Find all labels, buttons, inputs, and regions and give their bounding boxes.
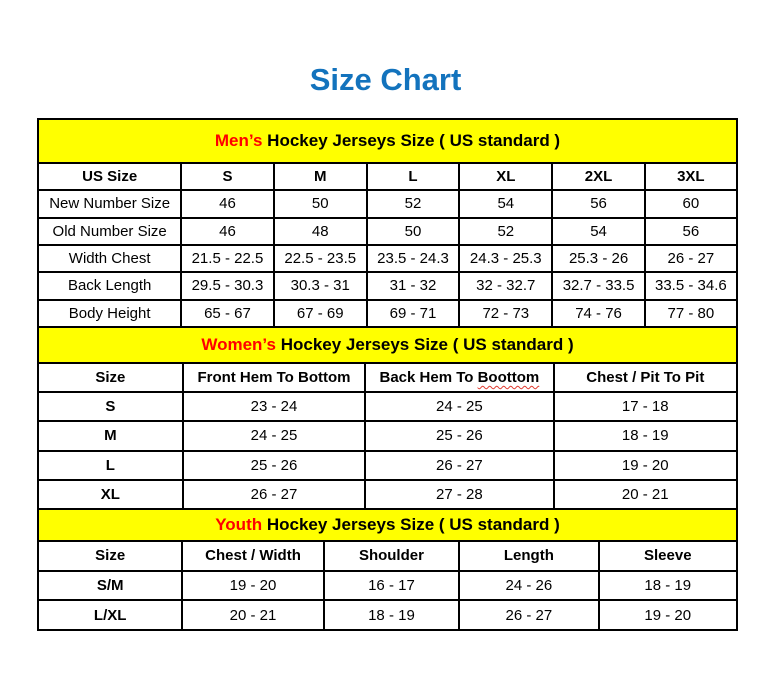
table-cell: 54 [553,219,643,244]
table-cell: 29.5 - 30.3 [182,273,272,298]
womens-header-text: Back Hem To [379,369,478,387]
womens-header-misspelled-word: Boottom [477,369,540,387]
mens-row-label: Back Length [39,273,180,298]
table-cell: 74 - 76 [553,301,643,326]
table-cell: 50 [275,191,366,216]
table-cell: 25.3 - 26 [553,246,643,271]
table-cell: 30.3 - 31 [275,273,366,298]
table-cell: 19 - 20 [600,601,736,629]
table-cell: 20 - 21 [183,601,322,629]
womens-column-header: Size [39,364,182,391]
table-cell: 50 [368,219,458,244]
womens-row-label: XL [39,481,182,508]
mens-section-banner [39,120,736,162]
womens-size-table [39,364,736,508]
womens-column-header: Chest / Pit To Pit [555,364,736,391]
womens-column-header: Front Hem To Bottom [184,364,364,391]
youth-column-header: Sleeve [600,542,736,570]
table-cell: 27 - 28 [366,481,552,508]
table-cell: 77 - 80 [646,301,736,326]
mens-row-label: Body Height [39,301,180,326]
table-cell: 48 [275,219,366,244]
youth-row-label: S/M [39,572,181,600]
mens-banner-highlight: Men’s [214,131,263,150]
table-cell: 33.5 - 34.6 [646,273,736,298]
table-cell: 23.5 - 24.3 [368,246,458,271]
table-cell: 65 - 67 [182,301,272,326]
youth-banner-text: Hockey Jerseys Size ( US standard ) [262,515,560,534]
page-title: Size Chart [309,62,462,97]
womens-banner-highlight: Women’s [201,335,276,354]
table-cell: 22.5 - 23.5 [275,246,366,271]
mens-column-header: M [275,164,366,189]
table-cell: 52 [460,219,551,244]
youth-row-label: L/XL [39,601,181,629]
table-cell: 26 - 27 [460,601,597,629]
table-cell: 24.3 - 25.3 [460,246,551,271]
womens-row-label: L [39,452,182,479]
table-cell: 19 - 20 [183,572,322,600]
youth-column-header: Length [460,542,597,570]
table-cell: 24 - 26 [460,572,597,600]
mens-size-table [39,164,736,326]
table-cell: 18 - 19 [555,422,736,449]
youth-banner-highlight: Youth [215,515,263,534]
table-cell: 26 - 27 [184,481,364,508]
table-cell: 16 - 17 [325,572,458,600]
table-cell: 17 - 18 [555,393,736,420]
table-cell: 18 - 19 [600,572,736,600]
table-cell: 56 [553,191,643,216]
mens-column-header: US Size [39,164,180,189]
womens-row-label: M [39,422,182,449]
table-cell: 21.5 - 22.5 [182,246,272,271]
womens-row-label: S [39,393,182,420]
youth-column-header: Size [39,542,181,570]
mens-column-header: L [368,164,458,189]
table-cell: 56 [646,219,736,244]
table-cell: 18 - 19 [325,601,458,629]
table-cell: 54 [460,191,551,216]
mens-column-header: 2XL [553,164,643,189]
table-cell: 23 - 24 [184,393,364,420]
table-cell: 24 - 25 [366,393,552,420]
womens-column-header [366,364,552,391]
mens-column-header: 3XL [646,164,736,189]
youth-section-banner [39,510,736,540]
womens-banner-text: Hockey Jerseys Size ( US standard ) [275,335,574,354]
table-cell: 26 - 27 [646,246,736,271]
table-cell: 19 - 20 [555,452,736,479]
table-cell: 25 - 26 [184,452,364,479]
mens-column-header: XL [460,164,551,189]
table-cell: 31 - 32 [368,273,458,298]
table-cell: 69 - 71 [368,301,458,326]
table-cell: 46 [182,219,272,244]
mens-column-header: S [182,164,272,189]
table-cell: 25 - 26 [366,422,552,449]
table-cell: 46 [182,191,272,216]
table-cell: 24 - 25 [184,422,364,449]
youth-column-header: Chest / Width [183,542,322,570]
table-cell: 32 - 32.7 [460,273,551,298]
womens-section-banner [39,328,736,362]
table-cell: 32.7 - 33.5 [553,273,643,298]
youth-size-table [39,542,736,629]
youth-column-header: Shoulder [325,542,458,570]
mens-row-label: Old Number Size [39,219,180,244]
table-cell: 67 - 69 [275,301,366,326]
table-cell: 72 - 73 [460,301,551,326]
table-cell: 20 - 21 [555,481,736,508]
mens-row-label: New Number Size [39,191,180,216]
mens-banner-text: Hockey Jerseys Size ( US standard ) [262,131,561,150]
table-cell: 52 [368,191,458,216]
table-cell: 60 [646,191,736,216]
size-chart-tables [37,118,738,631]
table-cell: 26 - 27 [366,452,552,479]
mens-row-label: Width Chest [39,246,180,271]
